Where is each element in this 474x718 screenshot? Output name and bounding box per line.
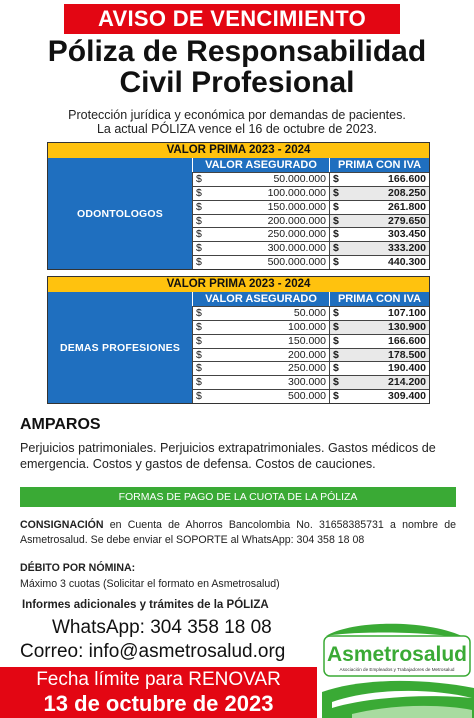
deadline-label: Fecha límite para RENOVAR	[36, 669, 281, 690]
column-header-prima: PRIMA CON IVA	[329, 292, 429, 306]
logo-text: Asmetrosalud	[326, 643, 468, 666]
rate-table-odontologos	[47, 142, 430, 270]
consignacion-text: en Cuenta de Ahorros Bancolombia No. 31658385731 a nombre de Asmetrosalud. Se debe enviar el SOPORTE al WhatsApp: 304 358 18 08	[20, 519, 456, 546]
table-row: $ 200.000.000 $ 279.650	[192, 214, 429, 228]
column-header-prima: PRIMA CON IVA	[329, 158, 429, 172]
rate-table-demas-profesiones	[47, 276, 430, 404]
subtitle-line-1: Protección jurídica y económica por demandas de pacientes.	[68, 108, 406, 122]
table-row: $ 150.000 $ 166.600	[192, 334, 429, 348]
subtitle	[0, 108, 474, 136]
payment-methods-bar: FORMAS DE PAGO DE LA CUOTA DE LA PÓLIZA	[20, 487, 456, 507]
table-row: $ 150.000.000 $ 261.800	[192, 200, 429, 214]
table-row: $ 300.000.000 $ 333.200	[192, 241, 429, 255]
table-rows	[192, 306, 429, 403]
table-category: ODONTOLOGOS	[48, 158, 192, 269]
informes-heading: Informes adicionales y trámites de la PÓLIZA	[22, 599, 269, 611]
table-row: $ 100.000 $ 130.900	[192, 320, 429, 334]
consignacion-paragraph	[20, 518, 456, 548]
table-heading: VALOR PRIMA 2023 - 2024	[48, 143, 429, 158]
table-heading: VALOR PRIMA 2023 - 2024	[48, 277, 429, 292]
deadline-date: 13 de octubre de 2023	[43, 691, 274, 716]
table-row: $ 250.000.000 $ 303.450	[192, 227, 429, 241]
table-row: $ 100.000.000 $ 208.250	[192, 186, 429, 200]
deadline-banner	[0, 667, 317, 718]
debito-text: Máximo 3 cuotas (Solicitar el formato en Asmetrosalud)	[20, 578, 280, 590]
title-line-1: Póliza de Responsabilidad	[47, 35, 427, 68]
table-rows	[192, 172, 429, 269]
table-row: $ 200.000 $ 178.500	[192, 348, 429, 362]
table-row: $ 50.000.000 $ 166.600	[192, 172, 429, 186]
column-header-valor: VALOR ASEGURADO	[192, 292, 329, 306]
amparos-text: Perjuicios patrimoniales. Perjuicios extrapatrimoniales. Gastos médicos de emergencia. Costos y gastos de defensa. Costos de cauciones.	[20, 441, 436, 471]
email-contact: Correo: info@asmetrosalud.org	[20, 641, 286, 662]
asmetrosalud-logo	[322, 622, 474, 718]
table-row: $ 50.000 $ 107.100	[192, 306, 429, 320]
table-row: $ 300.000 $ 214.200	[192, 375, 429, 389]
debito-heading: DÉBITO POR NÓMINA:	[20, 562, 136, 574]
logo-tagline: Asociación de Empleados y Trabajadores de Metrosalud	[339, 667, 455, 672]
title-line-2: Civil Profesional	[119, 66, 355, 99]
amparos-heading: AMPAROS	[20, 416, 101, 433]
column-header-valor: VALOR ASEGURADO	[192, 158, 329, 172]
subtitle-line-2: La actual PÓLIZA vence el 16 de octubre de 2023.	[96, 122, 378, 136]
consignacion-label: CONSIGNACIÓN	[20, 519, 104, 531]
whatsapp-contact: WhatsApp: 304 358 18 08	[52, 617, 272, 638]
table-row: $ 500.000.000 $ 440.300	[192, 255, 429, 269]
table-category: DEMAS PROFESIONES	[48, 292, 192, 403]
table-row: $ 500.000 $ 309.400	[192, 389, 429, 403]
page-title	[0, 36, 474, 98]
table-row: $ 250.000 $ 190.400	[192, 361, 429, 375]
banner-aviso: AVISO DE VENCIMIENTO	[64, 4, 400, 34]
